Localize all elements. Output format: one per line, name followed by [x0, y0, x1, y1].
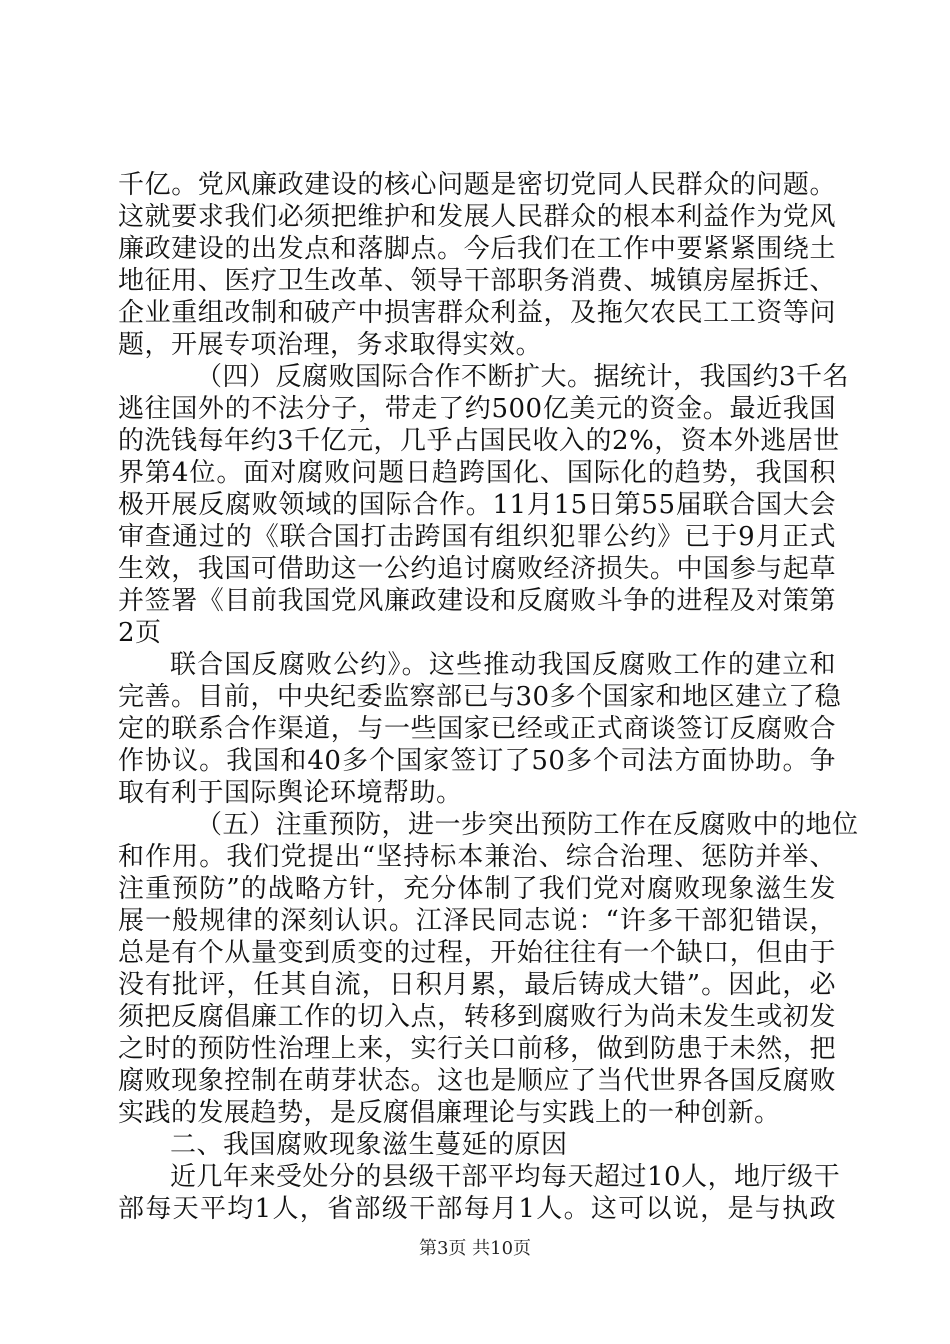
page-break-marker: 2页 — [118, 618, 162, 648]
text-line: 千亿。党风廉政建设的核心问题是密切党同人民群众的问题。 — [118, 170, 836, 200]
page-footer: 第3页 共10页 — [418, 1238, 532, 1259]
text-line: 作协议。我国和40多个国家签订了50多个司法方面协助。争 — [118, 746, 836, 776]
text-line: 逃往国外的不法分子，带走了约500亿美元的资金。最近我国 — [118, 394, 836, 424]
text-line: 极开展反腐败领域的国际合作。11月15日第55届联合国大会 — [118, 490, 836, 520]
text-line: 界第4位。面对腐败问题日趋跨国化、国际化的趋势，我国积 — [118, 458, 836, 488]
text-line: 注重预防”的战略方针，充分体制了我们党对腐败现象滋生发 — [118, 874, 836, 904]
text-line: 定的联系合作渠道，与一些国家已经或正式商谈签订反腐败合 — [118, 714, 836, 744]
text-line: 腐败现象控制在萌芽状态。这也是顺应了当代世界各国反腐败 — [118, 1066, 836, 1096]
text-line: 没有批评，任其自流，日积月累，最后铸成大错”。因此，必 — [118, 970, 836, 1000]
text-line: 展一般规律的深刻认识。江泽民同志说：“许多干部犯错误， — [118, 906, 836, 936]
section-heading-line: （五）注重预防，进一步突出预防工作在反腐败中的地位 — [196, 810, 859, 840]
text-line: 企业重组改制和破产中损害群众利益，及拖欠农民工工资等问 — [118, 298, 836, 328]
text-line: 这就要求我们必须把维护和发展人民群众的根本利益作为党风 — [118, 202, 836, 232]
section-heading-line: （四）反腐败国际合作不断扩大。据统计，我国约3千名 — [196, 362, 850, 392]
text-line: 廉政建设的出发点和落脚点。今后我们在工作中要紧紧围绕土 — [118, 234, 836, 264]
text-line: 并签署《目前我国党风廉政建设和反腐败斗争的进程及对策第 — [118, 586, 836, 616]
text-line: 须把反腐倡廉工作的切入点，转移到腐败行为尚未发生或初发 — [118, 1002, 836, 1032]
text-line: 部每天平均1人，省部级干部每月1人。这可以说，是与执政 — [118, 1194, 836, 1224]
text-line: 的洗钱每年约3千亿元，几乎占国民收入的2%，资本外逃居世 — [118, 426, 840, 456]
text-line: 题，开展专项治理，务求取得实效。 — [118, 330, 543, 360]
text-line: 联合国反腐败公约》。这些推动我国反腐败工作的建立和 — [170, 650, 836, 680]
chapter-heading: 二、我国腐败现象滋生蔓延的原因 — [170, 1130, 568, 1160]
text-line: 审查通过的《联合国打击跨国有组织犯罪公约》已于9月正式 — [118, 522, 836, 552]
text-line: 地征用、医疗卫生改革、领导干部职务消费、城镇房屋拆迁、 — [118, 266, 836, 296]
text-line: 完善。目前，中央纪委监察部已与30多个国家和地区建立了稳 — [118, 682, 842, 712]
text-line: 近几年来受处分的县级干部平均每天超过10人，地厅级干 — [170, 1162, 841, 1192]
text-line: 总是有个从量变到质变的过程，开始往往有一个缺口，但由于 — [118, 938, 836, 968]
text-line: 之时的预防性治理上来，实行关口前移，做到防患于未然，把 — [118, 1034, 836, 1064]
text-line: 生效，我国可借助这一公约追讨腐败经济损失。中国参与起草 — [118, 554, 836, 584]
text-line: 和作用。我们党提出“坚持标本兼治、综合治理、惩防并举、 — [118, 842, 836, 872]
text-line: 取有利于国际舆论环境帮助。 — [118, 778, 463, 808]
text-line: 实践的发展趋势，是反腐倡廉理论与实践上的一种创新。 — [118, 1098, 781, 1128]
